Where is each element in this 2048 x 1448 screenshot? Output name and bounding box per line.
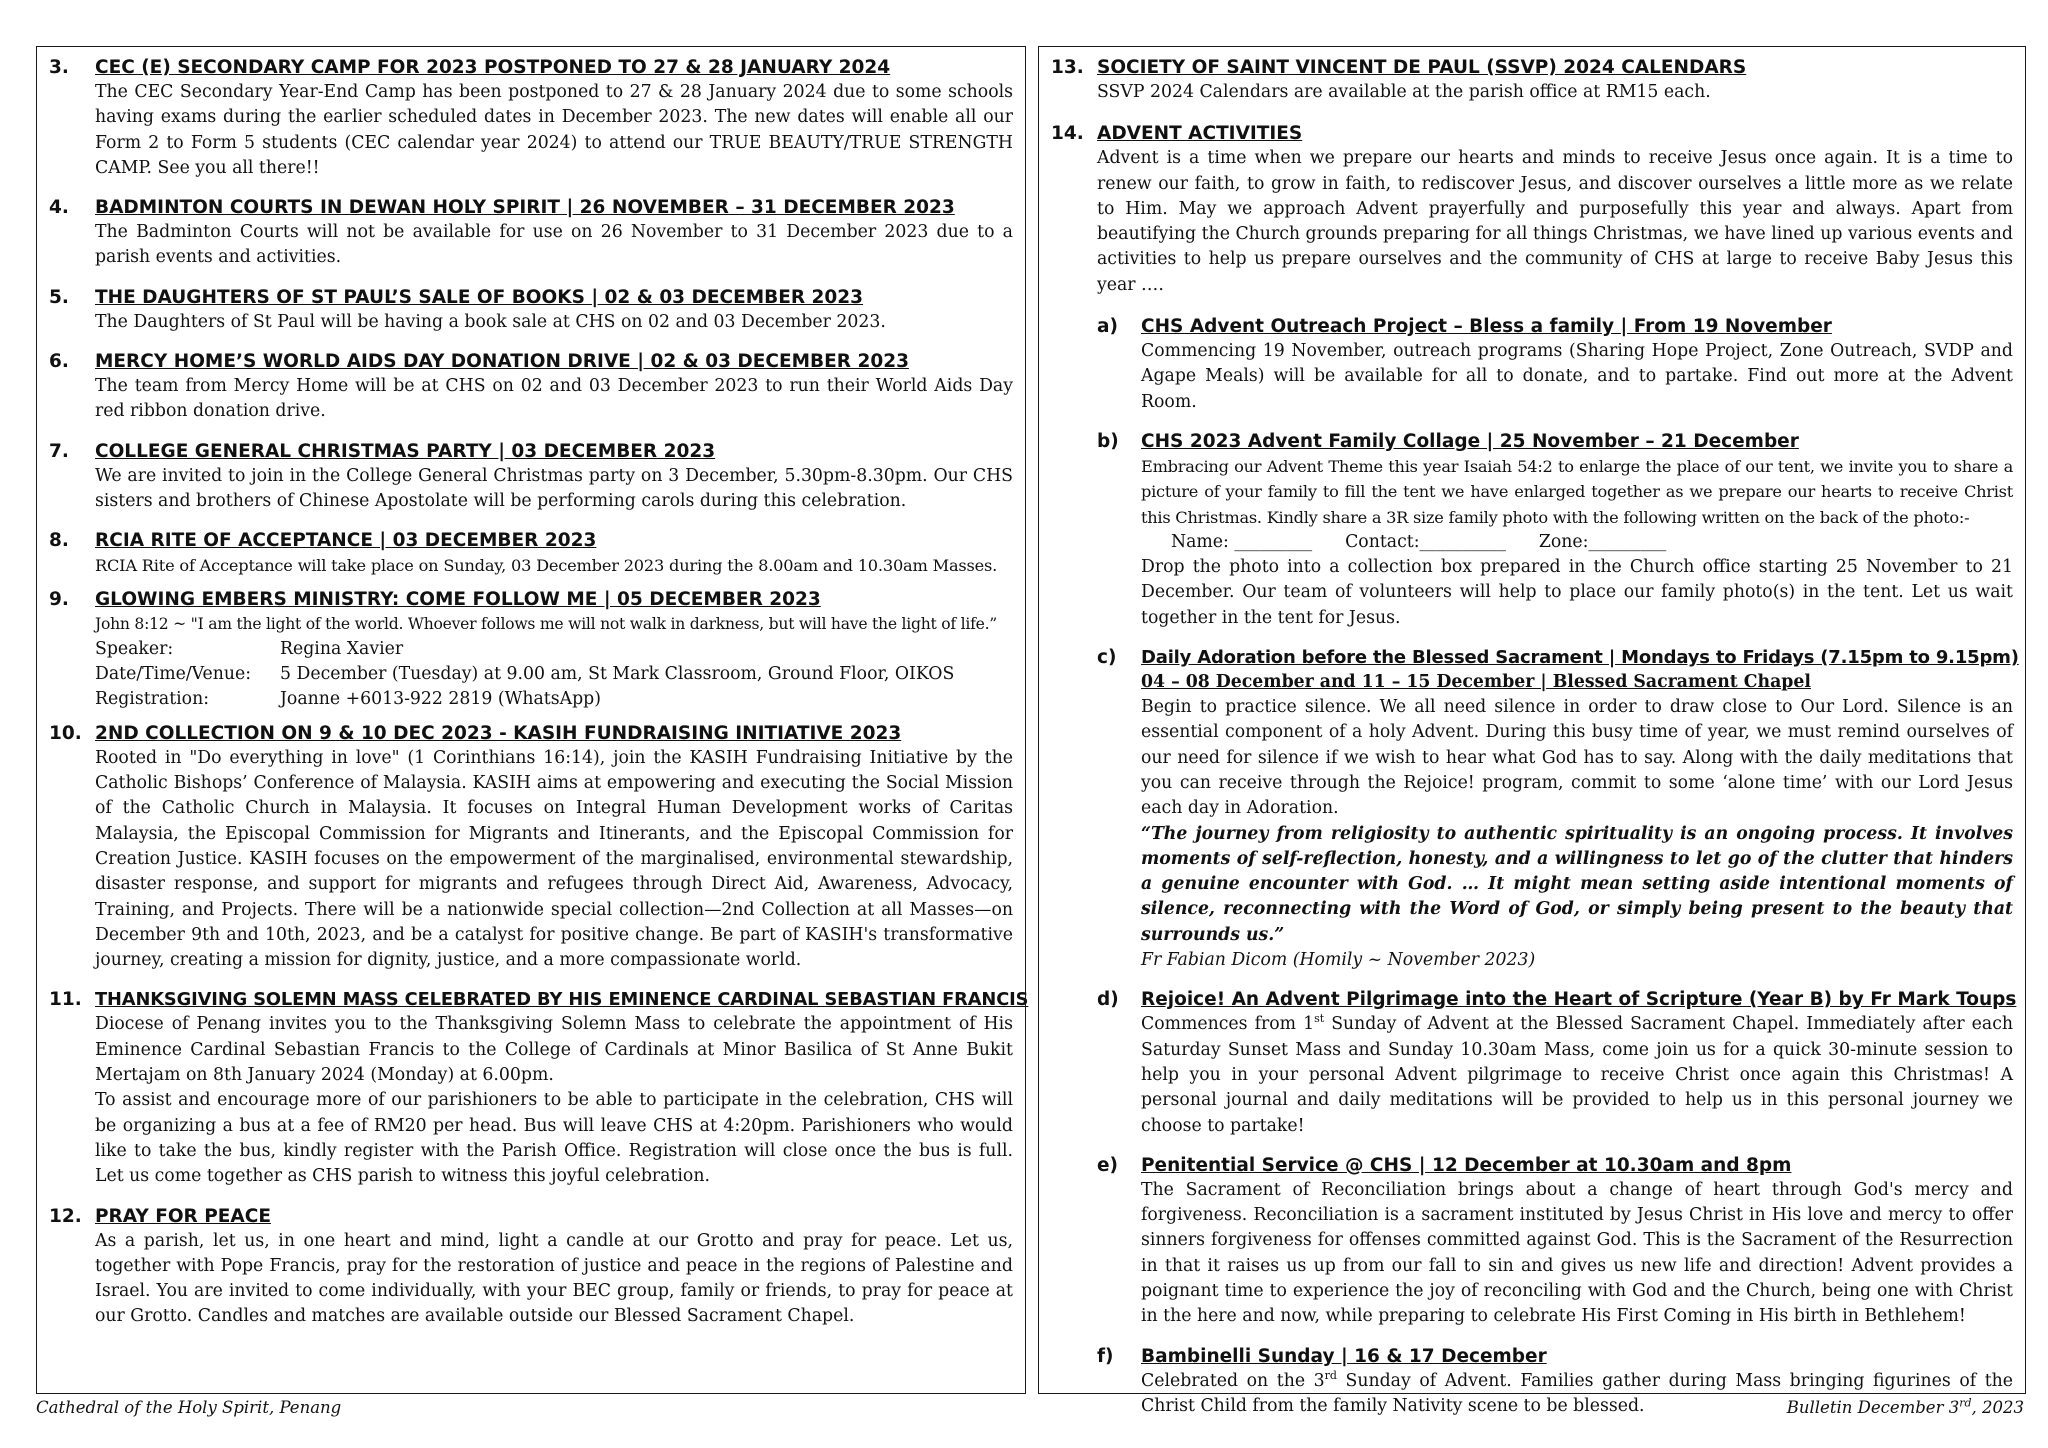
item-heading: ADVENT ACTIVITIES — [1097, 123, 1303, 145]
item-heading: PRAY FOR PEACE — [95, 1205, 271, 1227]
advent-activity-d — [1097, 987, 2017, 1138]
item-body: The Badminton Courts will not be available for use on 26 November to 31 December 2023 due to a parish events and activities. — [95, 222, 1013, 268]
row-value: Joanne +6013-922 2819 (WhatsApp) — [280, 689, 601, 710]
item-body: Diocese of Penang invites you to the Thanksgiving Solemn Mass to celebrate the appointment of His Eminence Cardinal Sebastian Francis to the College of Cardinals at Minor Basilica of St Anne Bukit Mertajam on 8th January 2024 (Monday) at 6.00pm. — [95, 1014, 1013, 1086]
activity-subheading: 04 – 08 December and 11 – 15 December | Blessed Sacrament Chapel — [1141, 672, 1811, 693]
item-number: 7. — [49, 440, 69, 462]
notice-item-8 — [49, 528, 1013, 578]
activity-heading: Rejoice! An Advent Pilgrimage into the Heart of Scripture (Year B) by Fr Mark Toups — [1141, 989, 2017, 1011]
notice-item-12 — [49, 1204, 1013, 1330]
advent-activity-c — [1097, 645, 2019, 973]
item-body: We are invited to join in the College General Christmas party on 3 December, 5.30pm-8.30pm. Our CHS sisters and brothers of Chinese Apostolate will be performing carols during this celebration. — [95, 465, 1013, 511]
item-number: 14. — [1051, 123, 1084, 145]
activity-body: Celebrated on the 3rd Sunday of Advent. Families gather during Mass bringing figurines of the Christ Child from the family Nativity scene to be blessed. — [1141, 1368, 2013, 1416]
activity-body: Begin to practice silence. We all need silence in order to draw close to Our Lord. Silence is an essential component of a holy Advent. During this busy time of year, we must remind ourselves of our need for silence if we wish to hear what God has to say. Along with the daily meditations that you can receive through the Rejoice! program, commit to some ‘alone time’ with our Lord Jesus each day in Adoration. — [1141, 697, 2013, 819]
item-number: 5. — [49, 286, 69, 308]
activity-body: Embracing our Advent Theme this year Isaiah 54:2 to enlarge the place of our tent, we invite you to share a picture of your family to fill the tent we have enlarged together as we prepare our hearts to receive Christ this Christmas. Kindly share a 3R size family photo with the following written on the back of the photo:- — [1141, 456, 2013, 527]
speaker-row — [95, 637, 1013, 662]
item-number: 8. — [49, 530, 69, 552]
row-label: Date/Time/Venue: — [95, 664, 252, 685]
activity-letter: c) — [1097, 647, 1117, 669]
footer-parish-name: Cathedral of the Holy Spirit, Penang — [36, 1398, 342, 1417]
left-column-panel — [36, 46, 1029, 1394]
notice-item-3 — [49, 55, 1013, 181]
notice-item-9 — [49, 587, 1013, 713]
item-body: The team from Mercy Home will be at CHS on 02 and 03 December 2023 to run their World Aids Day red ribbon donation drive. — [95, 376, 1013, 422]
row-label: Registration: — [95, 689, 210, 710]
notice-item-13 — [1051, 55, 2013, 105]
activity-body-continued: Drop the photo into a collection box prepared in the Church office starting 25 November to 21 December. Our team of volunteers will help to place our family photo(s) in the tent. Let us wait together in the tent for Jesus. — [1141, 557, 2013, 628]
row-value: 5 December (Tuesday) at 9.00 am, St Mark Classroom, Ground Floor, OIKOS — [280, 664, 955, 685]
item-number: 4. — [49, 197, 69, 219]
advent-activity-e — [1097, 1153, 2013, 1330]
activity-letter: e) — [1097, 1154, 1119, 1176]
item-body: SSVP 2024 Calendars are available at the parish office at RM15 each. — [1097, 82, 1711, 102]
item-number: 3. — [49, 57, 69, 78]
item-body: RCIA Rite of Acceptance will take place on Sunday, 03 December 2023 during the 8.00am and 10.30am Masses. — [95, 556, 998, 576]
notice-item-4 — [49, 195, 1013, 271]
notice-item-11 — [49, 987, 1029, 1189]
date-time-venue-row — [95, 662, 1013, 687]
item-heading: THE DAUGHTERS OF ST PAUL’S SALE OF BOOKS | 02 & 03 DECEMBER 2023 — [95, 286, 864, 308]
activity-letter: d) — [1097, 989, 1119, 1011]
activity-heading: CHS 2023 Advent Family Collage | 25 November – 21 December — [1141, 430, 1799, 452]
notice-item-5 — [49, 285, 1013, 335]
quote-attribution: Fr Fabian Dicom (Homily ~ November 2023) — [1141, 950, 1536, 971]
activity-heading: Penitential Service @ CHS | 12 December at 10.30am and 8pm — [1141, 1154, 1792, 1176]
activity-heading: Daily Adoration before the Blessed Sacrament | Mondays to Fridays (7.15pm to 9.15pm) — [1141, 647, 2019, 669]
item-heading: SOCIETY OF SAINT VINCENT DE PAUL (SSVP) 2024 CALENDARS — [1097, 57, 1747, 78]
item-number: 13. — [1051, 57, 1084, 78]
item-heading: BADMINTON COURTS IN DEWAN HOLY SPIRIT | 26 NOVEMBER – 31 DECEMBER 2023 — [95, 197, 955, 219]
item-heading: GLOWING EMBERS MINISTRY: COME FOLLOW ME | 05 DECEMBER 2023 — [95, 588, 821, 610]
item-heading: 2ND COLLECTION ON 9 & 10 DEC 2023 - KASIH FUNDRAISING INITIATIVE 2023 — [95, 722, 902, 744]
item-body: As a parish, let us, in one heart and mind, light a candle at our Grotto and pray for peace. Let us, together with Pope Francis, pray for the restoration of justice and peace in the regions of Palestine and Israel. You are invited to come individually, with your BEC group, family or friends, to pray for peace at our Grotto. Candles and matches are available outside our Blessed Sacrament Chapel. — [95, 1230, 1013, 1327]
item-body: Rooted in "Do everything in love" (1 Corinthians 16:14), join the KASIH Fundraising Initiative by the Catholic Bishops’ Conference of Malaysia. KASIH aims at empowering and executing the Social Mission of the Catholic Church in Malaysia. It focuses on Integral Human Development works of Caritas Malaysia, the Episcopal Commission for Migrants and Itinerants, and the Episcopal Commission for Creation Justice. KASIH focuses on the empowerment of the marginalised, environmental stewardship, disaster response, and support for migrants and refugees through Direct Aid, Awareness, Advocacy, Training, and Projects. There will be a nationwide special collection—2nd Collection at all Masses—on December 9th and 10th, 2023, and be a catalyst for positive change. Be part of KASIH's transformative journey, creating a mission for dignity, justice, and a more compassionate world. — [95, 747, 1013, 971]
activity-body: Commencing 19 November, outreach programs (Sharing Hope Project, Zone Outreach, SVDP and Agape Meals) will be available for all to donate, and to partake. Find out more at the Advent Room. — [1141, 341, 2013, 412]
registration-row — [95, 687, 1013, 712]
item-body-continued: To assist and encourage more of our parishioners to be able to participate in the celebration, CHS will be organizing a bus at a fee of RM20 per head. Bus will leave CHS at 4:20pm. Parishioners who would like to take the bus, kindly register with the Parish Office. Registration will close once the bus is full. Let us come together as CHS parish to witness this joyful celebration. — [95, 1090, 1013, 1187]
item-heading: THANKSGIVING SOLEMN MASS CELEBRATED BY HIS EMINENCE CARDINAL SEBASTIAN FRANCIS — [95, 989, 1029, 1011]
notice-item-14 — [1051, 121, 2013, 298]
activity-letter: f) — [1097, 1345, 1114, 1367]
scripture-quote: John 8:12 ~ "I am the light of the world. Whoever follows me will not walk in darkness, but will have the light of life.” — [95, 614, 998, 633]
item-heading: RCIA RITE OF ACCEPTANCE | 03 DECEMBER 2023 — [95, 530, 597, 552]
homily-quote: “The journey from religiosity to authentic spirituality is an ongoing process. It involves moments of self-reflection, honesty, and a willingness to let go of the clutter that hinders a genuine encounter with God. … It might mean setting aside intentional moments of silence, reconnecting with the Word of God, or simply being present to the beauty that surrounds us.” — [1141, 823, 2013, 945]
activity-body: The Sacrament of Reconciliation brings about a change of heart through God's mercy and forgiveness. Reconciliation is a sacrament instituted by Jesus Christ in His love and mercy to offer sinners forgiveness for offenses committed against God. This is the Sacrament of the Resurrection in that it raises us up from our fall to sin and gives us new life and direction! Advent provides a poignant time to experience the joy of reconciling with God and the Church, being one with Christ in the here and now, while preparing to celebrate His First Coming in His birth in Bethlehem! — [1141, 1179, 2013, 1327]
activity-body: Commences from 1st Sunday of Advent at the Blessed Sacrament Chapel. Immediately after each Saturday Sunset Mass and Sunday 10.30am Mass, come join us for a quick 30-minute session to help you in your personal Advent pilgrimage to receive Christ once again this Christmas! A personal journal and daily meditations will be provided to help us in this personal journey we choose to partake! — [1141, 1012, 2013, 1136]
item-body: Advent is a time when we prepare our hearts and minds to receive Jesus once again. It is a time to renew our faith, to grow in faith, to rediscover Jesus, and discover ourselves a little more as we relate to Him. May we approach Advent prayerfully and purposefully this year and always. Apart from beautifying the Church grounds preparing for all things Christmas, we have lined up various events and activities to help us prepare ourselves and the community of CHS at large to receive Baby Jesus this year …. — [1097, 148, 2013, 295]
row-label: Speaker: — [95, 638, 174, 659]
row-value: Regina Xavier — [280, 638, 404, 659]
item-number: 10. — [49, 722, 82, 744]
item-heading: CEC (E) SECONDARY CAMP FOR 2023 POSTPONED TO 27 & 28 JANUARY 2024 — [95, 57, 891, 78]
activity-heading: CHS Advent Outreach Project – Bless a family | From 19 November — [1141, 316, 1832, 338]
item-number: 12. — [49, 1205, 82, 1227]
item-number: 6. — [49, 351, 69, 373]
item-number: 9. — [49, 588, 69, 610]
photo-back-form-line: Name: _________ Contact:__________ Zone:_________ — [1171, 531, 1667, 552]
item-body: The Daughters of St Paul will be having a book sale at CHS on 02 and 03 December 2023. — [95, 311, 886, 332]
footer-bulletin-date: Bulletin December 3rd, 2023 — [1786, 1396, 2024, 1417]
advent-activity-a — [1097, 314, 2013, 415]
advent-activity-b — [1097, 429, 2013, 631]
activity-letter: a) — [1097, 316, 1118, 338]
activity-heading: Bambinelli Sunday | 16 & 17 December — [1141, 1345, 1547, 1367]
notice-item-6 — [49, 349, 1013, 425]
item-heading: COLLEGE GENERAL CHRISTMAS PARTY | 03 DECEMBER 2023 — [95, 440, 716, 462]
notice-item-10 — [49, 721, 1013, 974]
activity-letter: b) — [1097, 430, 1119, 452]
notice-item-7 — [49, 439, 1013, 515]
item-number: 11. — [49, 989, 82, 1011]
item-heading: MERCY HOME’S WORLD AIDS DAY DONATION DRIVE | 02 & 03 DECEMBER 2023 — [95, 351, 909, 373]
item-body: The CEC Secondary Year-End Camp has been postponed to 27 & 28 January 2024 due to some schools having exams during the earlier scheduled dates in December 2023. The new dates will enable all our Form 2 to Form 5 students (CEC calendar year 2024) to attend our TRUE BEAUTY/TRUE STRENGTH CAMP. See you all there!! — [95, 82, 1013, 178]
